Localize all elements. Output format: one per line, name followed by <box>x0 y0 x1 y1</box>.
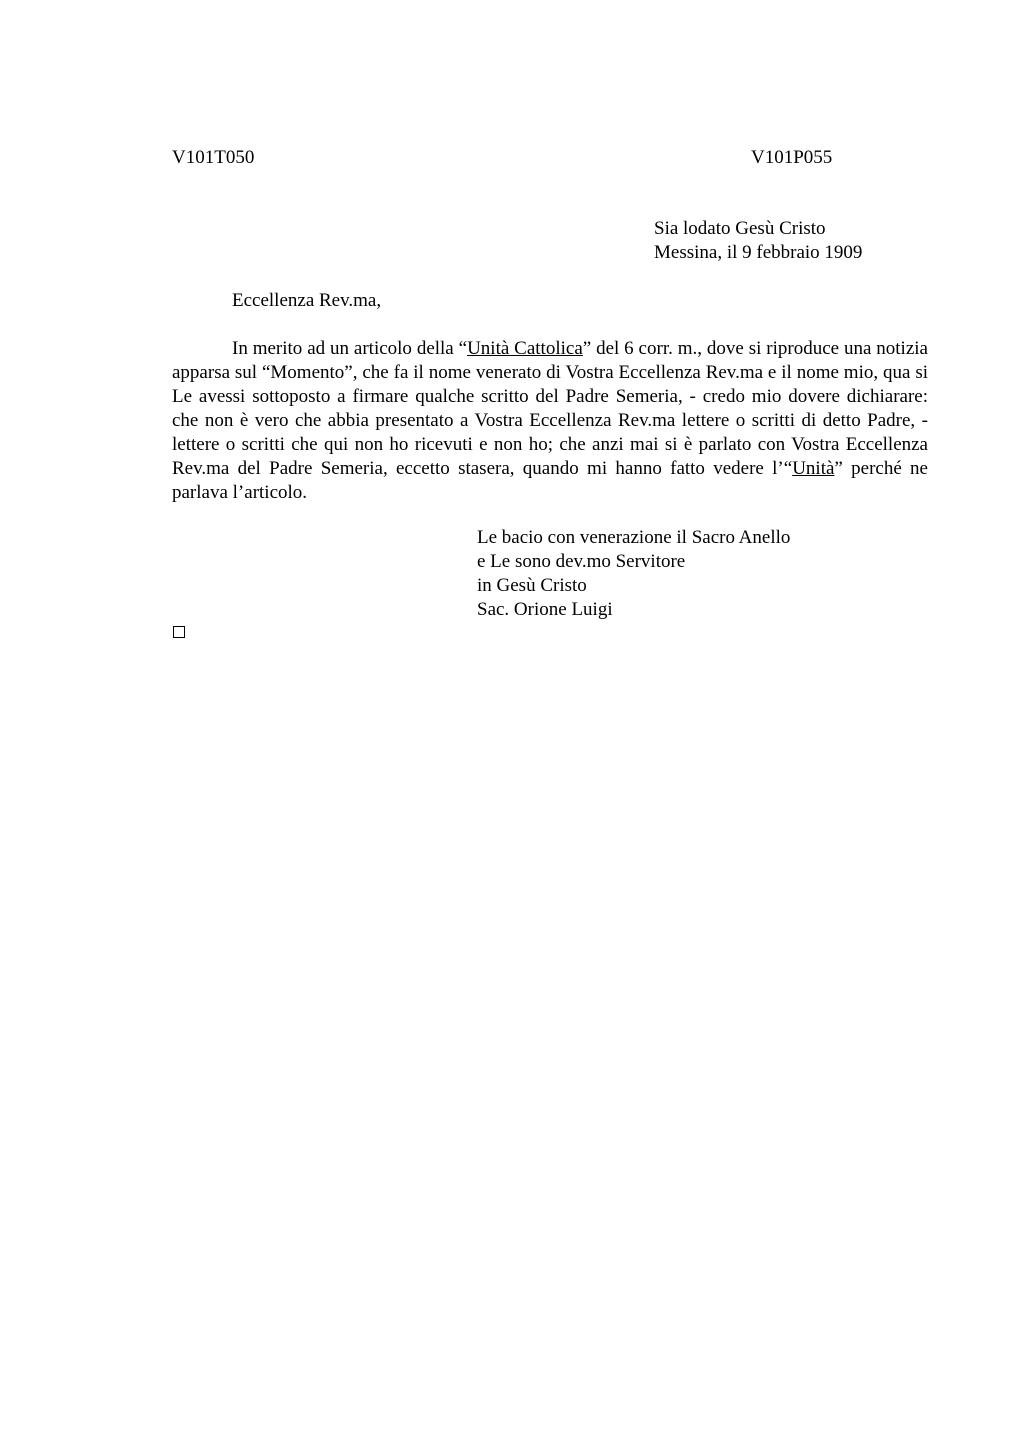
letter-closing <box>477 526 790 622</box>
closing-line-2: e Le sono dev.mo Servitore <box>477 551 686 572</box>
body-text-part2: ” del 6 corr. m., dove si riproduce una notizia apparsa sul “Momento”, che fa il nome venerato di Vostra Eccellenza Rev.ma e il nome mio, qua si Le avessi sottoposto a firmare qualche scritto del Padre Semeria, - credo mio dovere dichiarare: che non è vero che abbia presentato a Vostra Eccellenza Rev.ma lettere o scritti di detto Padre, - lettere o scritti che qui non ho ricevuti e non ho; che anzi mai si è parlato con Vostra Eccellenza Rev.ma del Padre Semeria, eccetto stasera, quando mi hanno fatto vedere l’“ <box>172 338 928 479</box>
body-text-part3: ” perché ne parlava l’articolo. <box>172 458 928 503</box>
motto-line: Sia lodato Gesù Cristo <box>654 218 826 239</box>
place-date-line: Messina, il 9 febbraio 1909 <box>654 242 863 263</box>
closing-line-1: Le bacio con venerazione il Sacro Anello <box>477 527 791 548</box>
body-text-part1: In merito ad un articolo della “ <box>232 338 468 359</box>
signature: Sac. Orione Luigi <box>477 599 613 620</box>
document-code-left: V101T050 <box>172 147 255 168</box>
salutation: Eccellenza Rev.ma, <box>232 290 382 311</box>
letter-body-paragraph <box>172 337 928 505</box>
newspaper-short-underlined: Unità <box>792 458 835 479</box>
document-code-right: V101P055 <box>751 147 833 168</box>
square-outline-icon <box>173 626 185 638</box>
letter-header <box>654 217 862 265</box>
closing-line-3: in Gesù Cristo <box>477 575 587 596</box>
newspaper-title-underlined: Unità Cattolica <box>467 338 583 359</box>
